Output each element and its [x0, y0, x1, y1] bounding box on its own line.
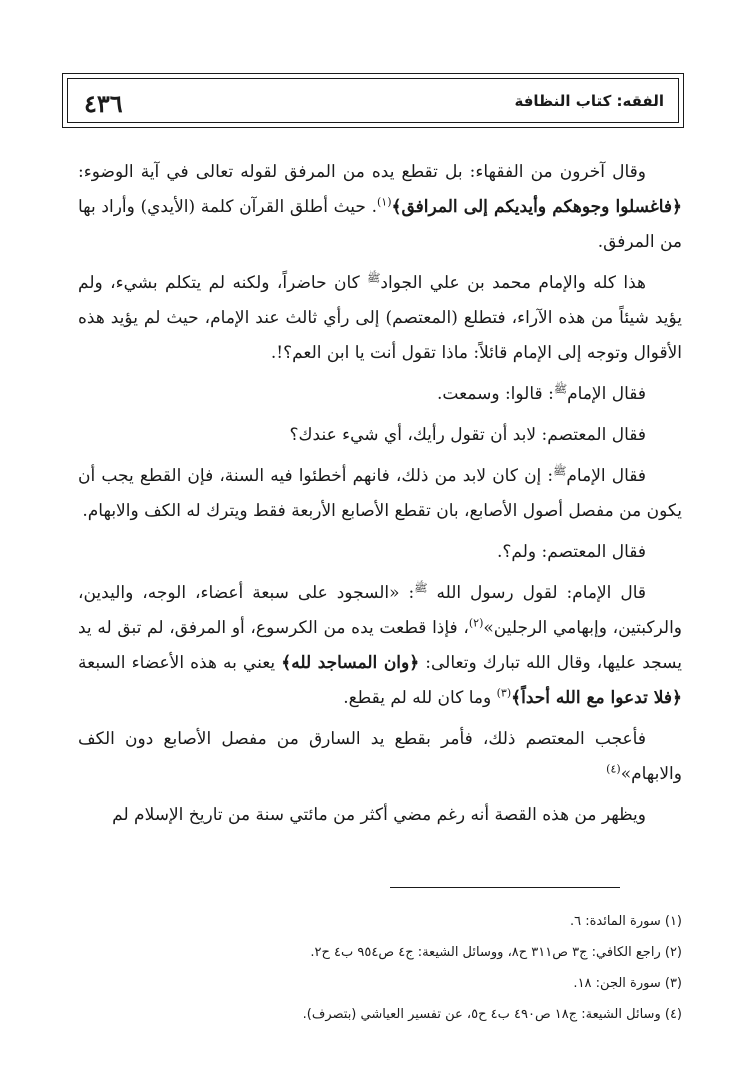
paragraph-1	[78, 155, 682, 260]
text-run: . حيث أطلق القرآن كلمة (الأيدي) وأراد بها من المرفق.	[78, 197, 682, 252]
text-run: يعني به هذه الأعضاء السبعة	[78, 653, 276, 673]
text-run: : قالوا: وسمعت.	[436, 384, 554, 404]
footnote-separator	[390, 887, 620, 888]
text-run: قال الإمام: لقول رسول الله	[436, 583, 647, 603]
footnote-ref: (٤)	[606, 762, 621, 776]
text-run: : «السجود على سبعة أعضاء، الوجه، واليدين، والركبتين، وإبهامي الرجلين»	[78, 583, 682, 638]
paragraph-3	[78, 377, 682, 412]
page-header	[62, 73, 684, 128]
footnotes	[78, 906, 682, 1030]
paragraph-8	[78, 722, 682, 792]
header-frame	[67, 78, 679, 123]
page-number: ٤٣٦	[84, 89, 123, 118]
salutation-mark: ﷺ	[553, 382, 568, 396]
text-run: وما كان لله لم يقطع.	[343, 688, 492, 708]
quran-quote: ﴿فاغسلوا وجوهكم وأيديكم إلى المرافق﴾	[391, 197, 683, 217]
footnote-3: (٣) سورة الجن: ١٨.	[573, 976, 682, 991]
main-text	[78, 155, 682, 839]
salutation-mark: ﷺ	[553, 464, 567, 478]
paragraph-4	[78, 418, 682, 453]
text-run: فقال الإمام	[566, 466, 646, 486]
text-run: وقال آخرون من الفقهاء: بل تقطع يده من المرفق لقوله تعالى في آية الوضوء:	[78, 162, 646, 182]
text-run: فقال الإمام	[567, 384, 646, 404]
footnote-1: (١) سورة المائدة: ٦.	[569, 914, 682, 929]
footnote-ref: (١)	[376, 195, 392, 209]
text-run: فقال المعتصم: ولم؟.	[496, 542, 646, 562]
running-title: الفقه: كتاب النظافة	[514, 92, 664, 110]
text-run: ويظهر من هذه القصة أنه رغم مضي أكثر من مائتي سنة من تاريخ الإسلام لم	[112, 805, 646, 825]
text-run: : إن كان لابد من ذلك، فانهم أخطئوا فيه السنة، فإن القطع يجب أن يكون من مفصل أصول الأصابع، بان تقطع الأصابع الأربعة فقط ويترك له الكف والابهام.	[78, 466, 682, 521]
text-run: كان حاضراً، ولكنه لم يتكلم بشيء، ولم يؤيد شيئاً من هذه الآراء، فتطلع (المعتصم) إلى رأي ثالث عند الإمام، حيث لم يؤيد هذه الأقوال وتوجه إلى الإمام قائلاً: ماذا تقول أنت يا ابن العم؟!.	[78, 273, 682, 363]
footnote-4: (٤) وسائل الشيعة: ج١٨ ص٤٩٠ ب٤ ح٥، عن تفسير العياشي (بتصرف).	[302, 1007, 682, 1022]
paragraph-7	[78, 576, 682, 716]
footnote-2: (٢) راجع الكافي: ج٣ ص٣١١ ح٨، ووسائل الشيعة: ج٤ ص٩٥٤ ب٤ ح٢.	[310, 945, 682, 960]
paragraph-6	[78, 535, 682, 570]
text-run: هذا كله والإمام محمد بن علي الجواد	[380, 273, 646, 293]
text-run: فقال المعتصم: لابد أن تقول رأيك، أي شيء عندك؟	[289, 425, 646, 445]
text-run: ، فإذا قطعت يده من الكرسوع، أو المرفق، لم تبق له يد يسجد عليها، وقال الله تبارك وتعالى:	[78, 618, 683, 673]
paragraph-9	[78, 798, 682, 833]
salutation-mark: ﷺ	[414, 581, 428, 595]
quran-quote: ﴿فلا تدعوا مع الله أحداً﴾	[511, 688, 682, 708]
footnote-ref: (٣)	[496, 686, 512, 700]
paragraph-5	[78, 459, 682, 529]
salutation-mark: ﷺ	[367, 271, 381, 285]
paragraph-2	[78, 266, 682, 371]
text-run: فأعجب المعتصم ذلك، فأمر بقطع يد السارق من مفصل الأصابع دون الكف والابهام»	[78, 729, 682, 784]
quran-quote: ﴿وان المساجد لله﴾	[281, 653, 420, 673]
footnote-ref: (٢)	[468, 616, 484, 630]
